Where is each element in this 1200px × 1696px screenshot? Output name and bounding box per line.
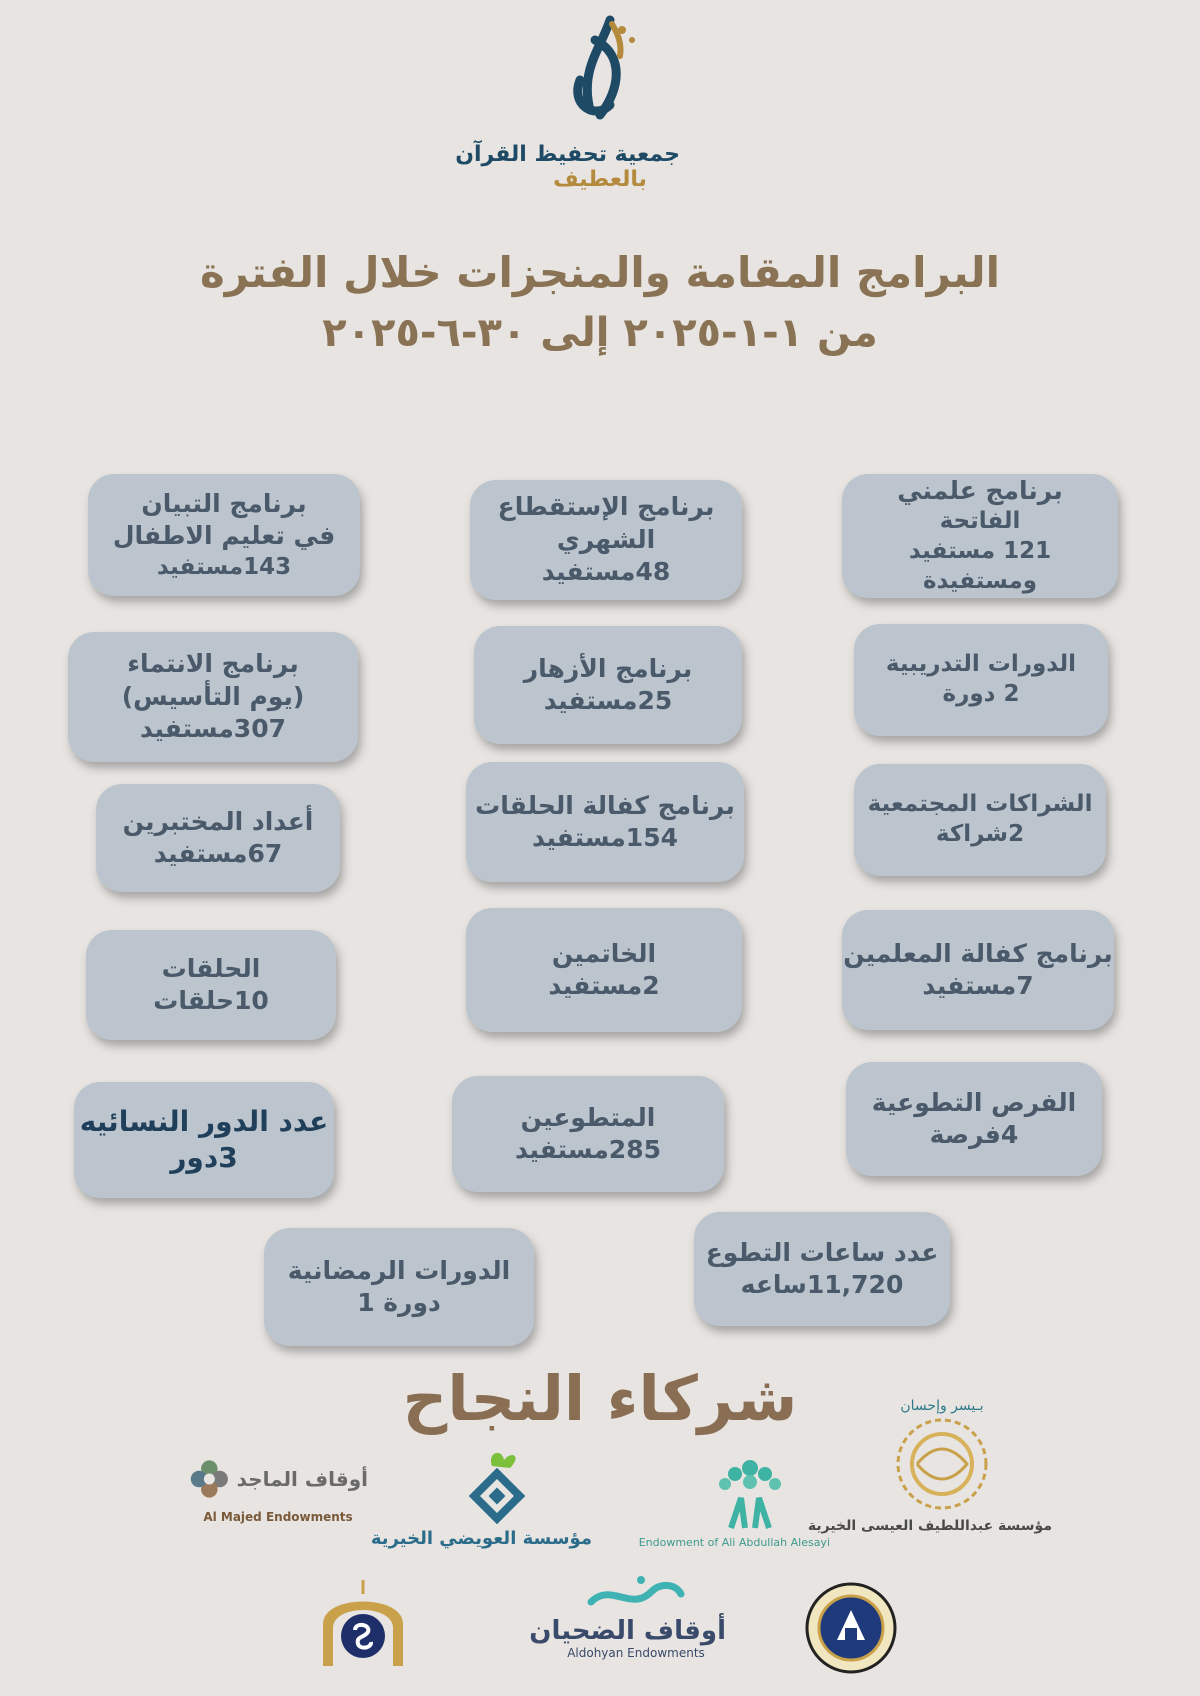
card-halaqat <box>86 930 336 1040</box>
card-graduates <box>466 908 742 1032</box>
partner-subtitle: Aldohyan Endowments <box>567 1646 705 1660</box>
card-line: أعداد المختبرين <box>122 806 314 836</box>
card-line: الدورات التدريبية <box>885 651 1077 678</box>
card-line: برنامج الأزهار <box>523 653 693 683</box>
leaf-emblem-icon <box>452 1448 542 1524</box>
card-volunteer-hours <box>694 1212 950 1326</box>
card-line: المتطوعين <box>520 1102 656 1132</box>
card-line: 25مستفيد <box>543 686 673 715</box>
card-line: 121 مستفيد <box>908 538 1052 565</box>
card-line: الفاتحة <box>939 508 1021 535</box>
card-line: عدد ساعات التطوع <box>705 1237 939 1267</box>
card-line: 2 دورة <box>942 681 1020 707</box>
calligraphy-emblem-icon <box>887 1414 997 1514</box>
partners-title: شركاء النجاح <box>402 1362 798 1435</box>
organization-logo <box>455 10 680 210</box>
card-line: برنامج كفالة الحلقات <box>475 790 735 820</box>
card-women-centers <box>74 1082 334 1198</box>
flower-emblem-icon <box>188 1448 231 1510</box>
card-line: (يوم التأسيس) <box>121 681 305 711</box>
card-halaqat-sponsorship <box>466 762 744 882</box>
card-line: 154مستفيد <box>532 823 678 852</box>
card-line: 307مستفيد <box>140 714 286 744</box>
partner-tagline: بـيسر وإحسان <box>900 1398 984 1414</box>
card-line: 2مستفيد <box>548 971 660 1000</box>
organization-name: جمعية تحفيظ القرآن <box>455 142 680 167</box>
card-line: برنامج كفالة المعلمين <box>843 938 1113 968</box>
card-line: 7مستفيد <box>922 971 1034 1000</box>
card-volunteer-opportunities <box>846 1062 1102 1176</box>
page-title: البرامج المقامة والمنجزات خلال الفترة <box>199 248 1001 297</box>
organization-location: بالعطيف <box>553 167 647 192</box>
card-tibyan <box>88 474 360 596</box>
card-line: 11,720ساعه <box>740 1270 904 1299</box>
card-alamni-fatiha <box>842 474 1118 598</box>
date-range: من ١-١-٢٠٢٥ إلى ٣٠-٦-٢٠٢٥ <box>322 310 878 356</box>
wave-logo-icon <box>581 1572 691 1612</box>
card-ramadan-courses <box>264 1228 534 1346</box>
card-line: 2شراكة <box>935 821 1025 847</box>
partner-name: أوقاف الضحيان <box>529 1616 726 1646</box>
card-line: الخاتمين <box>551 938 657 968</box>
card-line: ومستفيدة <box>922 568 1038 595</box>
card-line: 67مستفيد <box>153 839 283 868</box>
partner-alessa-logo <box>807 1398 1052 1548</box>
partner-name: مؤسسة عبداللطيف العيسى الخيرية <box>807 1518 1052 1534</box>
card-line: الفرص التطوعية <box>871 1087 1077 1117</box>
card-line: في تعليم الاطفال <box>112 521 336 551</box>
card-line: دورة 1 <box>357 1288 441 1317</box>
card-volunteers <box>452 1076 724 1192</box>
partner-alowaidi-logo <box>370 1448 592 1568</box>
dome-emblem-icon <box>308 1574 418 1674</box>
card-line: برنامج الانتماء <box>127 649 299 679</box>
card-line: 4فرصة <box>929 1120 1019 1149</box>
card-line: الشهري <box>556 524 656 554</box>
card-line: برنامج التبيان <box>141 488 307 518</box>
card-line: 48مستفيد <box>541 557 671 587</box>
partner-alarifa-logo <box>796 1578 906 1688</box>
card-line: 143مستفيد <box>156 553 292 580</box>
card-line: 10حلقات <box>153 986 269 1015</box>
card-azhar <box>474 626 742 744</box>
partner-name: أوقاف الماجد <box>236 1467 368 1491</box>
tree-icon <box>705 1448 795 1532</box>
card-line: برنامج علمني <box>897 475 1063 505</box>
card-examinees <box>96 784 340 892</box>
seal-emblem-icon <box>801 1578 901 1678</box>
card-line: برنامج الإستقطاع <box>497 492 715 522</box>
partner-alesayi-logo <box>638 1448 830 1568</box>
card-line: الحلقات <box>161 953 261 983</box>
partner-almajed-logo <box>188 1448 368 1558</box>
partner-alrajhi-logo <box>298 1574 428 1692</box>
card-partnerships <box>854 764 1106 876</box>
partner-subtitle: Al Majed Endowments <box>203 1510 353 1524</box>
card-line: 285مستفيد <box>515 1135 661 1164</box>
card-line: الدورات الرمضانية <box>287 1255 511 1285</box>
card-monthly-deduction <box>470 480 742 600</box>
card-training-courses <box>854 624 1108 736</box>
card-line: عدد الدور النسائيه <box>79 1104 329 1138</box>
partner-name: مؤسسة العويضي الخيرية <box>370 1528 592 1549</box>
card-teachers-sponsorship <box>842 910 1114 1030</box>
card-line: الشراكات المجتمعية <box>867 791 1093 818</box>
partner-name: Endowment of Ali Abdullah Alesayi <box>638 1536 830 1549</box>
card-intima <box>68 632 358 762</box>
partner-aldohyan-logo <box>529 1572 726 1690</box>
calligraphy-logo-icon <box>540 10 660 130</box>
card-line: 3دور <box>170 1141 238 1174</box>
